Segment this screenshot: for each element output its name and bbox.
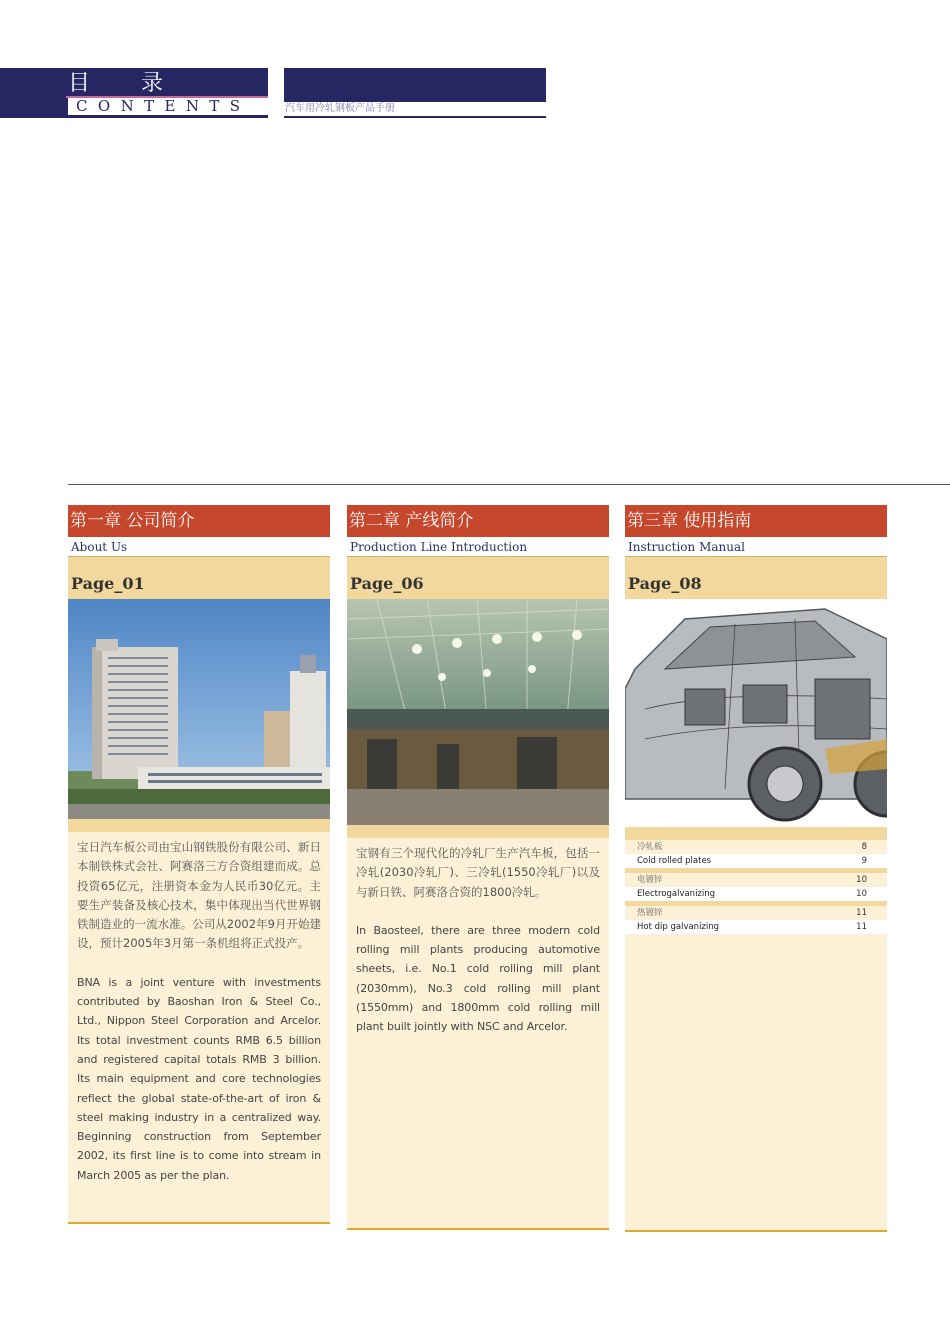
index-item-hot-dip-en[interactable]: [625, 920, 887, 934]
chapter-2-card[interactable]: [347, 505, 609, 1230]
index-label: Hot dip galvanizing: [637, 922, 720, 932]
index-item-electrogalv-en[interactable]: [625, 887, 887, 901]
index-item-cold-rolled-en[interactable]: [625, 854, 887, 868]
chapter-3-card[interactable]: [625, 505, 887, 1232]
index-page: 9: [861, 856, 867, 866]
chapter-3-strip: [625, 827, 887, 840]
chapter-2-text-cn: 宝钢有三个现代化的冷轧厂生产汽车板，包括一冷轧(2030冷轧厂)、三冷轧(1550冷轧厂)以及与新日铁、阿赛洛合资的1800冷轧。: [356, 846, 600, 899]
index-page: 8: [861, 842, 867, 852]
index-item-hot-dip-cn[interactable]: [625, 906, 887, 920]
header-underline: [284, 116, 546, 118]
chapter-3-index: [625, 840, 887, 1232]
index-page: 10: [856, 875, 867, 885]
index-page: 11: [856, 908, 867, 918]
car-xray-photo: [625, 599, 887, 827]
chapter-1-title: 第一章 公司简介: [68, 505, 330, 537]
index-label: 热镀锌: [637, 908, 663, 918]
chapter-3-title: 第三章 使用指南: [625, 505, 887, 537]
chapter-2-description: [347, 838, 609, 1230]
chapter-2-text-en: In Baosteel, there are three modern cold rolling mill plants producing automotive sheets, i.e. No.1 cold rolling mill plant (2030mm), No.3 cold rolling mill plant (1550mm) and 1800mm cold rolling mill plant built jointly with NSC and Arcelor.: [356, 923, 600, 1034]
index-page: 10: [856, 889, 867, 899]
index-label: Cold rolled plates: [637, 856, 712, 866]
chapter-2-page-ref[interactable]: Page_06: [347, 557, 609, 599]
chapter-1-description: [68, 832, 330, 1224]
chapter-1-text-en: BNA is a joint venture with investments contributed by Baoshan Iron & Steel Co., Ltd., Nippon Steel Corporation and Arcelor. Its total investment counts RMB 6.5 billion and registered capital totals RMB 3 billion. Its main equipment and core technologies reflect the global state-of-the-art of iron & steel making industry in a centralized way. Beginning construction from September 2002, its first line is to come into stream in March 2005 as per the plan.: [77, 975, 321, 1182]
contents-title-en: CONTENTS: [68, 98, 268, 115]
office-building-photo: [68, 599, 330, 819]
contents-title-cn: 目 录: [68, 71, 185, 96]
chapter-1-card[interactable]: [68, 505, 330, 1224]
index-label: 电镀锌: [637, 875, 663, 885]
index-item-cold-rolled-cn[interactable]: [625, 840, 887, 854]
chapter-2-strip: [347, 825, 609, 838]
chapter-1-text-cn: 宝日汽车板公司由宝山钢铁股份有限公司、新日本制铁株式会社、阿赛洛三方合资组建而成。总投资65亿元，注册资本金为人民币30亿元。主要生产装备及核心技术，集中体现出当代世界钢铁制造业的一流水准。公司从2002年9月开始建设，预计2005年3月第一条机组将正式投产。: [77, 840, 321, 951]
index-item-electrogalv-cn[interactable]: [625, 873, 887, 887]
chapter-1-subtitle: About Us: [68, 537, 330, 557]
chapter-3-subtitle: Instruction Manual: [625, 537, 887, 557]
index-label: Electrogalvanizing: [637, 889, 716, 899]
catalog-subtitle: 汽车用冷轧钢板产品手册: [285, 103, 395, 114]
index-page: 11: [856, 922, 867, 932]
index-label: 冷轧板: [637, 842, 663, 852]
chapter-2-subtitle: Production Line Introduction: [347, 537, 609, 557]
section-divider: [68, 484, 950, 485]
chapter-1-strip: [68, 819, 330, 832]
header-right-block: [284, 68, 546, 102]
header-title-block: [0, 68, 268, 118]
chapter-3-page-ref[interactable]: Page_08: [625, 557, 887, 599]
chapter-1-page-ref[interactable]: Page_01: [68, 557, 330, 599]
chapter-2-title: 第二章 产线简介: [347, 505, 609, 537]
index-list: [625, 840, 887, 934]
factory-interior-photo: [347, 599, 609, 825]
